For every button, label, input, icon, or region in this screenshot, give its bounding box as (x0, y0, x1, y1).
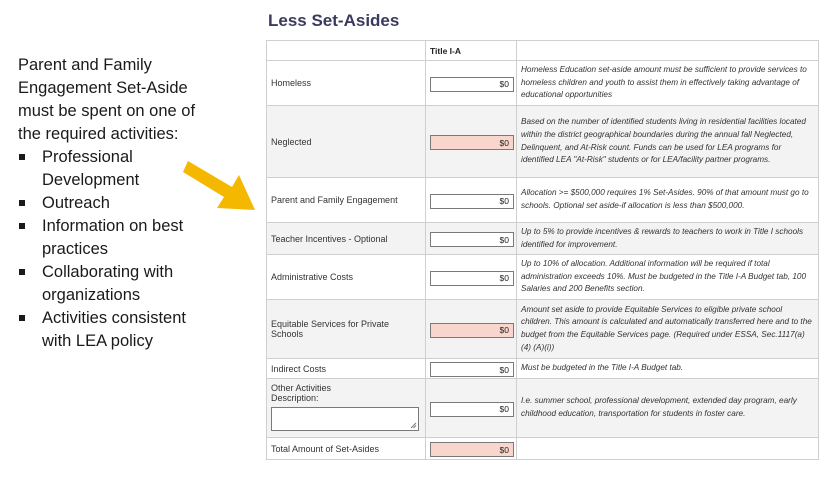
activity-item: Outreach (18, 192, 208, 215)
row-description: Must be budgeted in the Title I-A Budget tab. (517, 359, 819, 379)
row-label: Teacher Incentives - Optional (267, 223, 426, 255)
other-activities-amount-input[interactable] (430, 402, 514, 417)
set-asides-table (266, 40, 819, 460)
activity-item: Activities consistent with LEA policy (18, 307, 208, 353)
table-row-homeless (267, 61, 819, 106)
activity-item: Professional Development (18, 146, 208, 192)
administrative-costs-amount-input[interactable] (430, 271, 514, 286)
indirect-costs-amount-input[interactable] (430, 362, 514, 377)
activity-item: Information on best practices (18, 215, 208, 261)
callout-text (18, 54, 208, 353)
total-amount-field (430, 442, 514, 457)
square-bullet-icon (19, 269, 25, 275)
teacher-incentives-amount-input[interactable] (430, 232, 514, 247)
row-label: Homeless (267, 61, 426, 106)
table-row-parent-family-engagement (267, 178, 819, 223)
square-bullet-icon (19, 154, 25, 160)
row-sublabel: Description: (271, 393, 319, 403)
square-bullet-icon (19, 315, 25, 321)
row-label: Equitable Services for Private Schools (267, 300, 426, 359)
row-description: Based on the number of identified students living in residential facilities located within the district geographical boundaries during the annual fall Neglected, Delinquent, and At-Risk count. Funds can be used for LEA programs for identified LEA "At-Risk" students or for LEA/facility partner programs. (517, 106, 819, 178)
table-row-other-activities (267, 379, 819, 438)
row-label: Indirect Costs (267, 359, 426, 379)
activity-item: Collaborating with organizations (18, 261, 208, 307)
square-bullet-icon (19, 223, 25, 229)
table-header-row (267, 41, 819, 61)
table-row-indirect-costs (267, 359, 819, 379)
callout-intro: Parent and Family Engagement Set-Aside must be spent on one of the required activities: (18, 56, 196, 143)
row-label: Administrative Costs (267, 255, 426, 300)
page-title: Less Set-Asides (268, 11, 400, 30)
table-row-total (267, 438, 819, 460)
neglected-amount-field (430, 135, 514, 150)
row-description: Up to 10% of allocation. Additional information will be required if total administration exceeds 10%. Must be budgeted in the Title I-A Budget tab, 100 Salaries and 200 Benefits section. (517, 255, 819, 300)
total-description-blank (517, 438, 819, 460)
row-description: Homeless Education set-aside amount must be sufficient to provide services to homeless children and youth to assist them in effectively taking advantage of educational opportunities (517, 61, 819, 106)
total-label: Total Amount of Set-Asides (267, 438, 426, 460)
other-activities-description-textarea[interactable] (271, 407, 419, 431)
row-description: I.e. summer school, professional development, extended day program, early childhood education, transportation for students in foster care. (517, 379, 819, 438)
header-blank (517, 41, 819, 61)
row-label: Parent and Family Engagement (267, 178, 426, 223)
row-description: Amount set aside to provide Equitable Services to eligible private school children. This amount is calculated and automatically transferred here and to the budget from the Equitable Services page. (Required under ESSA, Sec.1117(a) (4) (A)(i)) (517, 300, 819, 359)
row-label: Other Activities (271, 383, 332, 393)
column-header-title-i-a: Title I-A (426, 41, 517, 61)
equitable-services-amount-field (430, 323, 514, 338)
table-row-equitable-services (267, 300, 819, 359)
row-description: Allocation >= $500,000 requires 1% Set-Asides. 90% of that amount must go to schools. Optional set aside-if allocation is less than $500,000. (517, 178, 819, 223)
pointer-arrow-icon (183, 148, 265, 218)
square-bullet-icon (19, 200, 25, 206)
table-row-teacher-incentives (267, 223, 819, 255)
table-row-administrative-costs (267, 255, 819, 300)
resize-grip-icon[interactable] (410, 422, 417, 429)
table-row-neglected (267, 106, 819, 178)
activity-list (18, 146, 208, 353)
header-blank (267, 41, 426, 61)
row-description: Up to 5% to provide incentives & rewards to teachers to work in Title I schools identified for improvement. (517, 223, 819, 255)
parent-engagement-amount-input[interactable] (430, 194, 514, 209)
homeless-amount-input[interactable] (430, 77, 514, 92)
row-label: Neglected (267, 106, 426, 178)
